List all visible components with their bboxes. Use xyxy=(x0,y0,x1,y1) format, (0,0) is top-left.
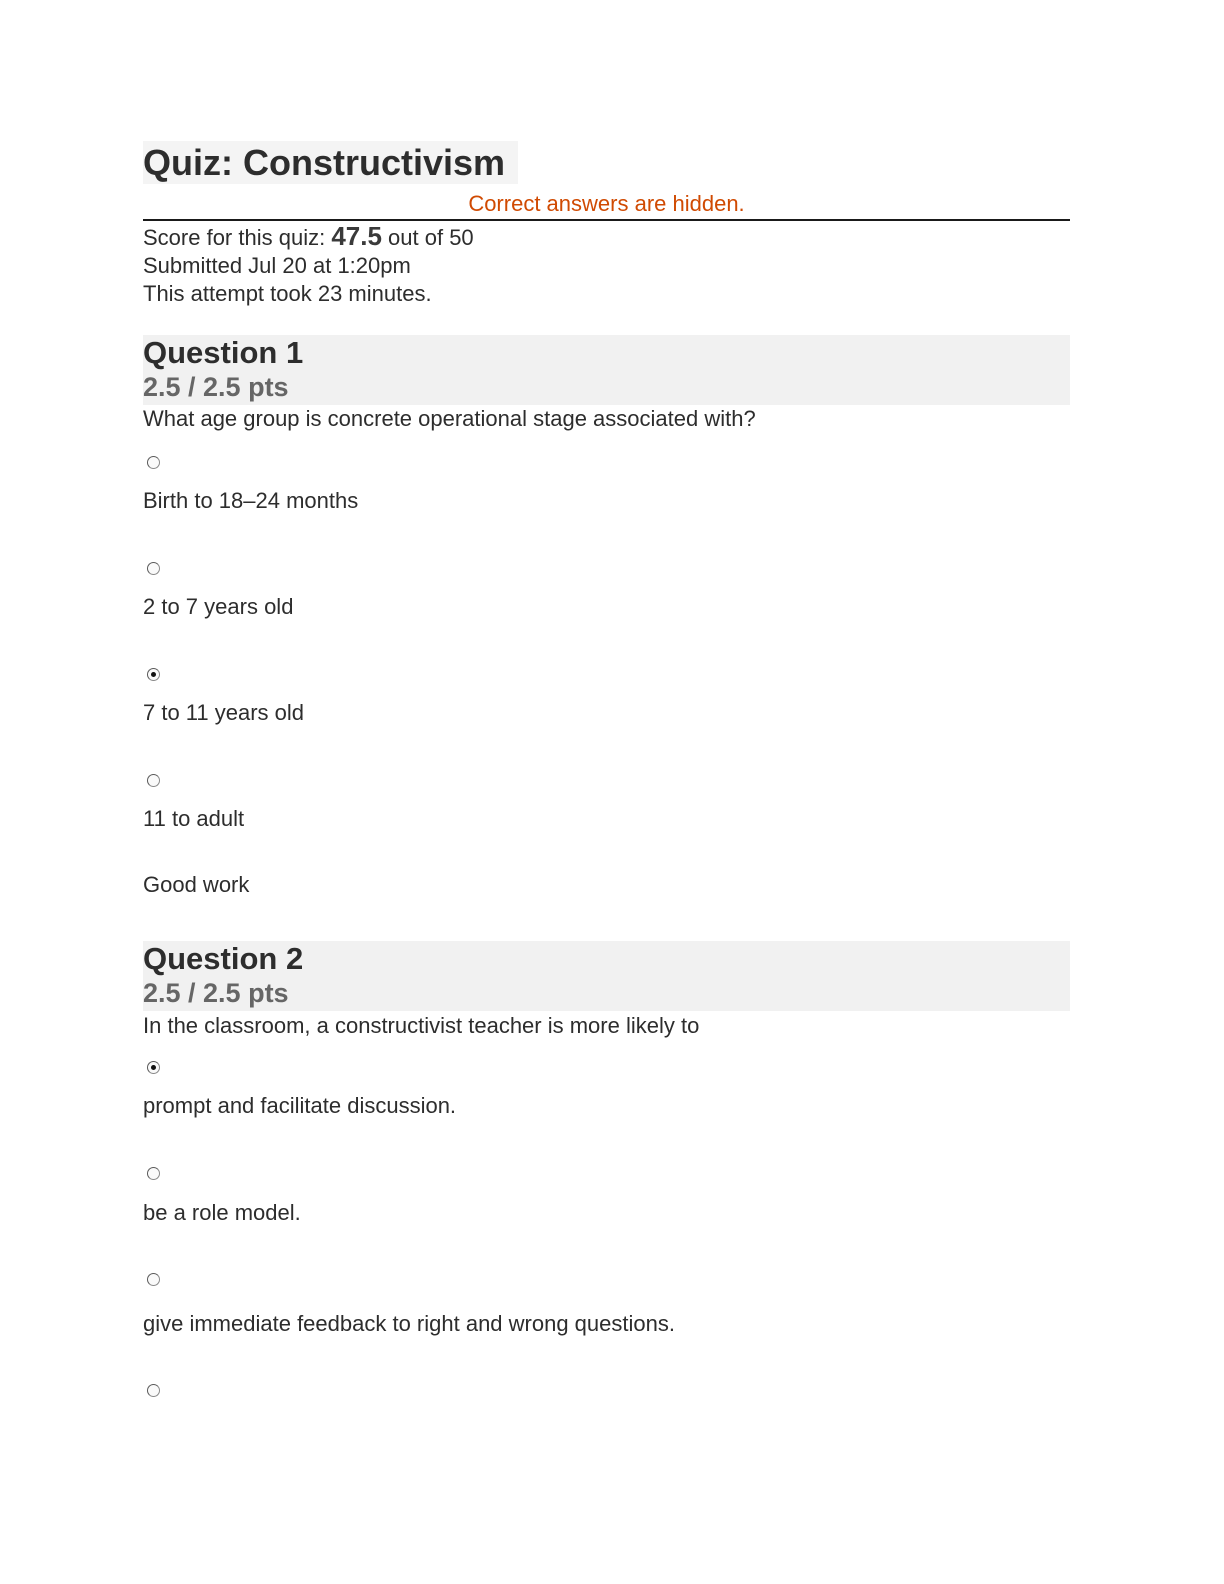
question-1-answer-1-label: Birth to 18–24 months xyxy=(143,488,359,513)
question-1-answer-4-radio[interactable] xyxy=(147,774,160,787)
question-1-feedback: Good work xyxy=(143,872,250,897)
attempt-duration: This attempt took 23 minutes. xyxy=(143,281,432,306)
score-line xyxy=(143,222,474,252)
question-1-answer-2-label: 2 to 7 years old xyxy=(143,594,294,619)
question-1-header xyxy=(143,335,1070,405)
question-2-text: In the classroom, a constructivist teacher is more likely to xyxy=(143,1013,700,1038)
question-1-answer-1-radio[interactable] xyxy=(147,456,160,469)
title-bar xyxy=(143,141,518,184)
question-1-answer-4-label: 11 to adult xyxy=(143,806,245,831)
question-2-answer-3-label: give immediate feedback to right and wrong questions. xyxy=(143,1311,675,1336)
question-2-title: Question 2 xyxy=(143,941,304,976)
score-value: 47.5 xyxy=(331,221,382,251)
page-title: Quiz: Constructivism xyxy=(143,142,506,183)
question-1-points: 2.5 / 2.5 pts xyxy=(143,372,289,402)
question-2-answer-1-label: prompt and facilitate discussion. xyxy=(143,1093,457,1118)
question-1-answer-3-label: 7 to 11 years old xyxy=(143,700,305,725)
question-1-title: Question 1 xyxy=(143,335,304,370)
question-1-text: What age group is concrete operational stage associated with? xyxy=(143,406,756,431)
question-2-points: 2.5 / 2.5 pts xyxy=(143,978,289,1008)
answers-hidden-notice: Correct answers are hidden. xyxy=(143,190,1070,221)
question-2-answer-1-radio[interactable] xyxy=(147,1061,160,1074)
question-1-answer-3-radio[interactable] xyxy=(147,668,160,681)
question-2-answer-4-radio[interactable] xyxy=(147,1384,160,1397)
quiz-meta xyxy=(143,222,474,308)
submitted-time: Submitted Jul 20 at 1:20pm xyxy=(143,253,411,278)
question-2-header xyxy=(143,941,1070,1011)
question-2-answer-3-radio[interactable] xyxy=(147,1273,160,1286)
question-2-answer-2-label: be a role model. xyxy=(143,1200,301,1225)
score-label: Score for this quiz: xyxy=(143,225,332,250)
score-total: out of 50 xyxy=(381,225,474,250)
question-2-answer-2-radio[interactable] xyxy=(147,1167,160,1180)
question-1-answer-2-radio[interactable] xyxy=(147,562,160,575)
